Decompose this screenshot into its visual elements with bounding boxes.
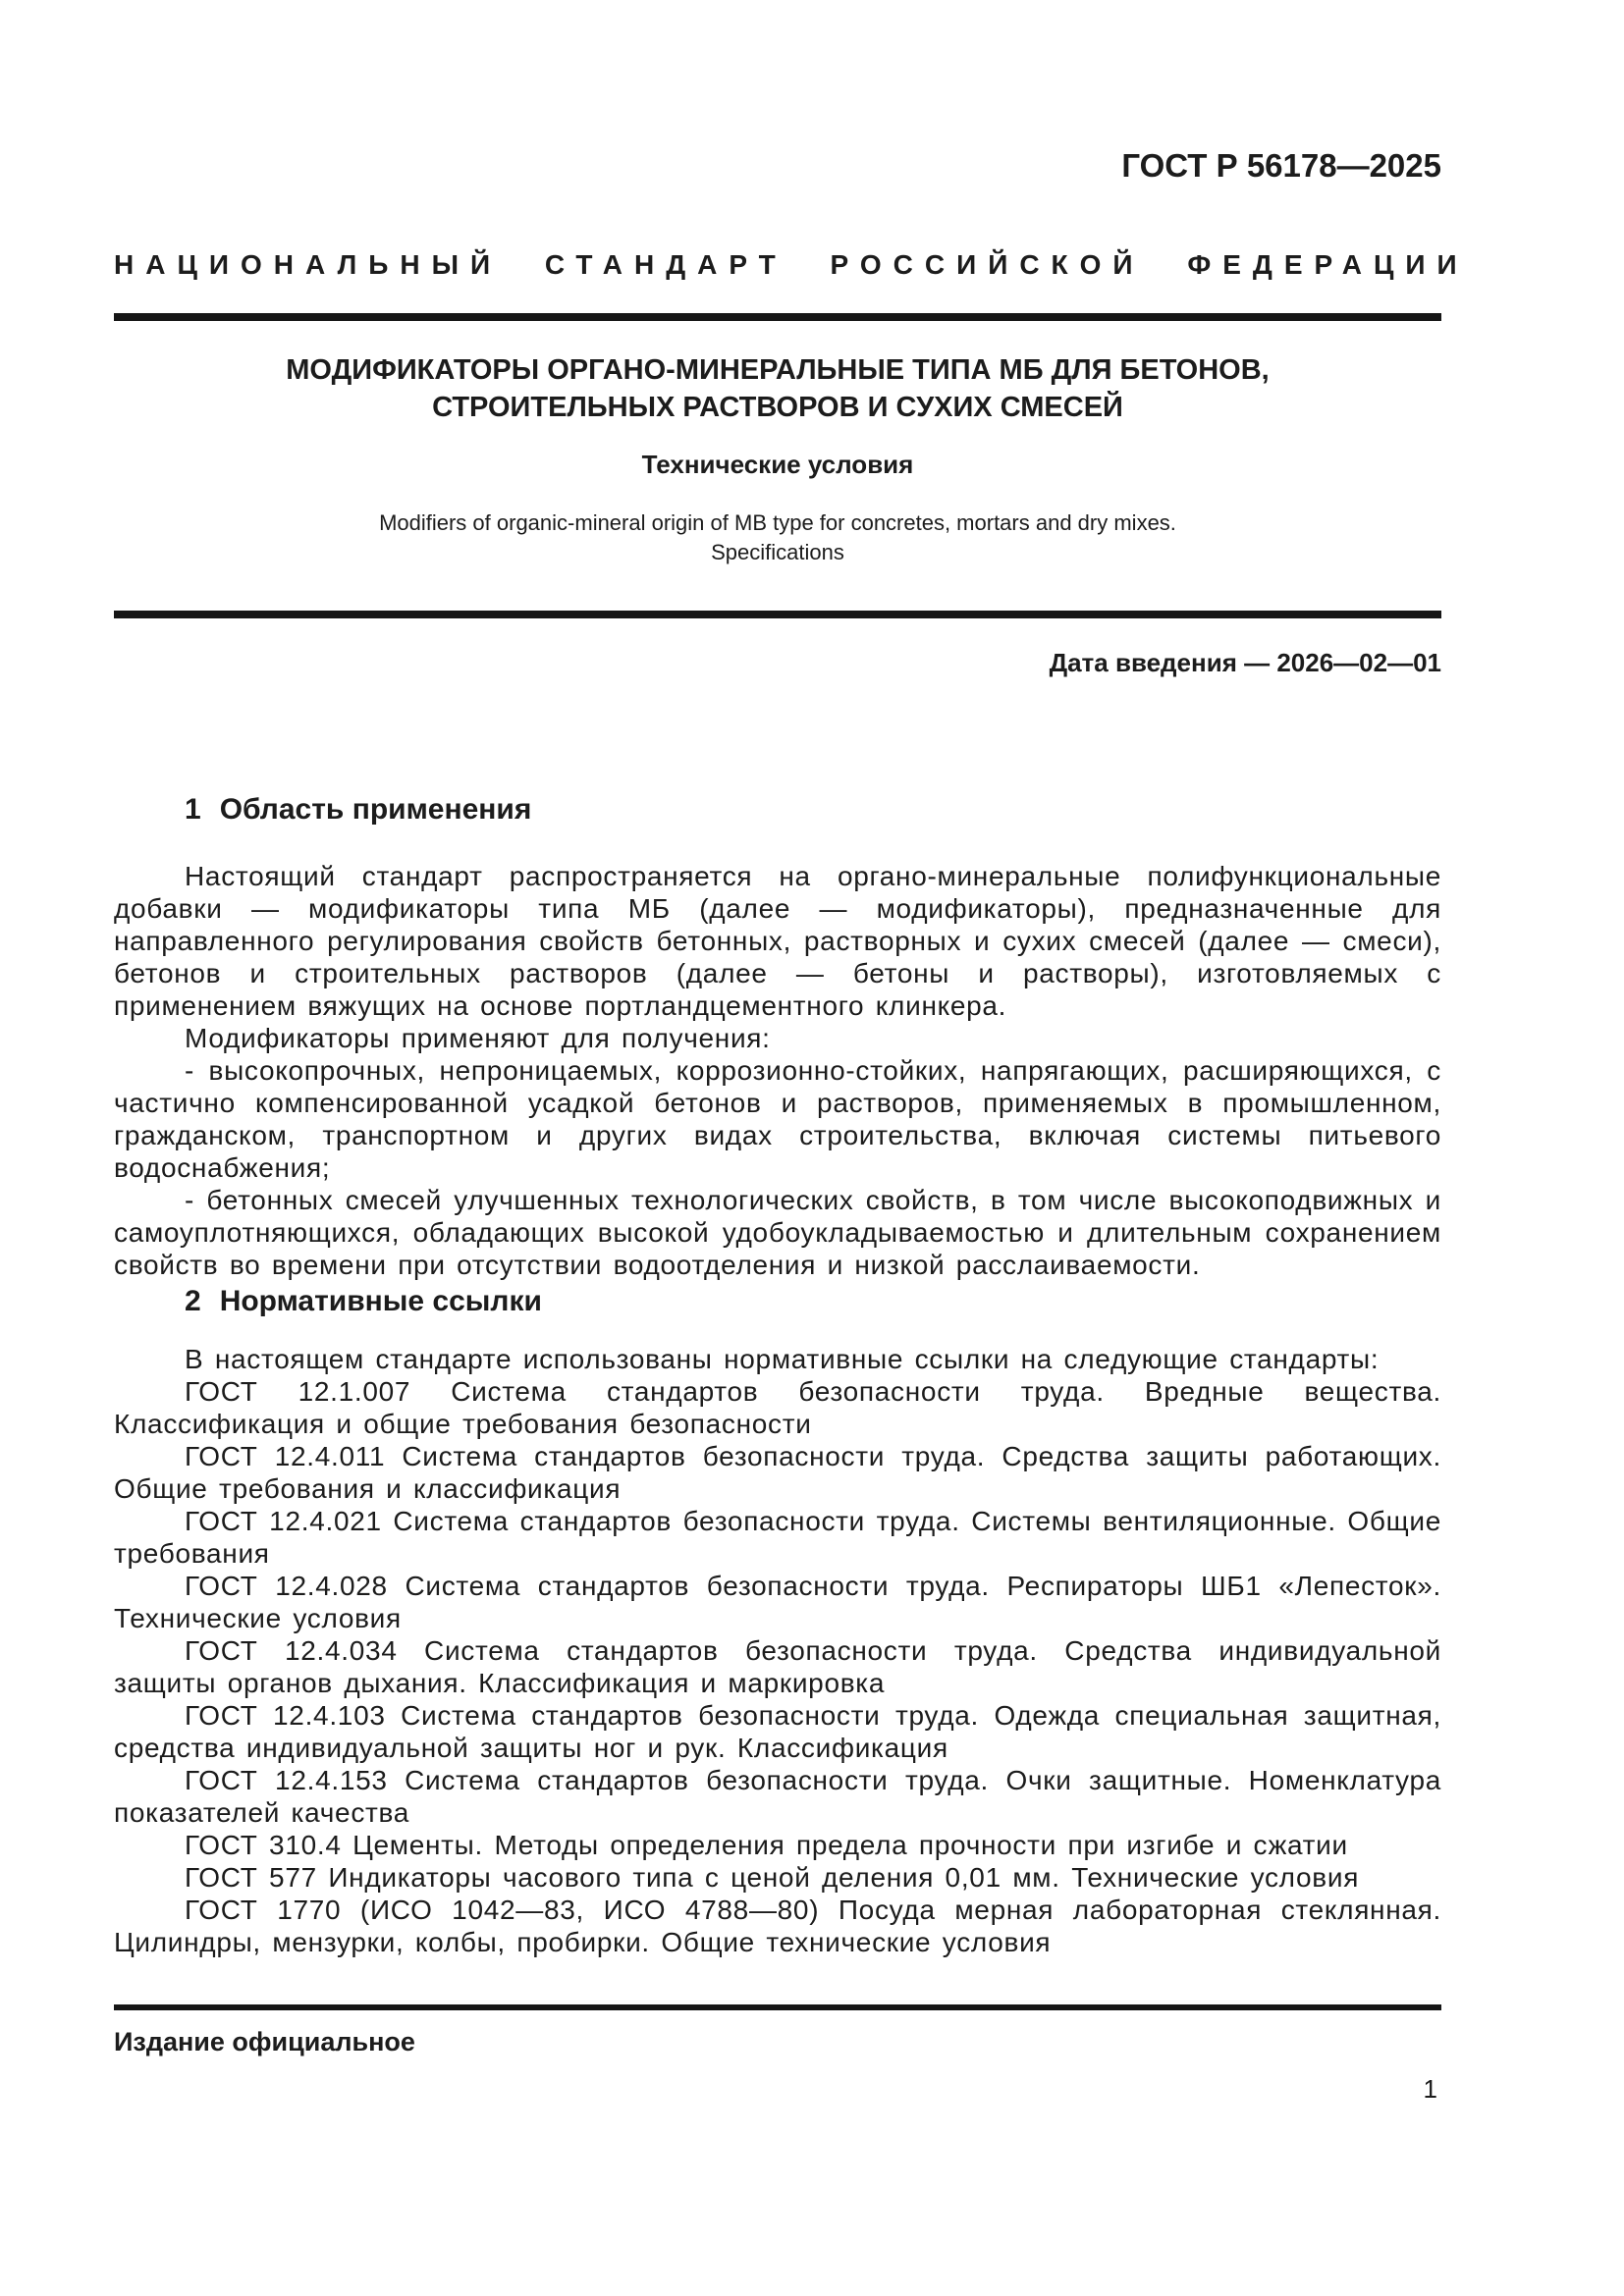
document-subtitle: Технические условия [641,450,914,479]
section-1-heading [114,795,1441,825]
normative-reference-paragraph: ГОСТ 310.4 Цементы. Методы определения предела прочности при изгибе и сжатии [185,1830,1348,1860]
body-paragraph: - бетонных смесей улучшенных технологических свойств, в том числе высокоподвижных и самоуплотняющихся, обладающих высокой удобоукладываемостью и длительным сохранением свойств во времени при отсутствии водоотделения и низкой расслаиваемости. [114,1185,1441,1280]
effective-date: Дата введения — 2026—02—01 [1049,648,1441,677]
document-title-en [114,508,1441,567]
page-number: 1 [1423,2074,1437,2104]
normative-reference-paragraph: ГОСТ 12.4.021 Система стандартов безопасности труда. Системы вентиляционные. Общие требования [114,1506,1441,1569]
section-1-body [114,860,1441,1281]
divider-rule-middle [114,611,1441,618]
document-title-ru-line2: СТРОИТЕЛЬНЫХ РАСТВОРОВ И СУХИХ СМЕСЕЙ [432,392,1123,423]
section-2-title: Нормативные ссылки [219,1285,542,1317]
body-paragraph: Настоящий стандарт распространяется на органо-минеральные полифункциональные добавки — модификаторы типа МБ (далее — модификаторы), предназначенные для направленного регулирования свойств бетонных, растворных и сухих смесей (далее — смеси), бетонов и строительных растворов (далее — бетоны и растворы), изготовляемых с применением вяжущих на основе портландцементного клинкера. [114,861,1441,1021]
normative-reference-paragraph: ГОСТ 577 Индикаторы часового типа с ценой деления 0,01 мм. Технические условия [185,1862,1360,1893]
divider-rule-footer [114,2004,1441,2010]
divider-rule-top [114,313,1441,321]
doc-code: ГОСТ Р 56178—2025 [1121,147,1441,184]
normative-reference-paragraph: ГОСТ 12.4.011 Система стандартов безопасности труда. Средства защиты работающих. Общие требования и классификация [114,1441,1441,1504]
section-2-heading [114,1287,1441,1316]
normative-reference-paragraph: В настоящем стандарте использованы нормативные ссылки на следующие стандарты: [185,1344,1380,1374]
standard-type-banner: НАЦИОНАЛЬНЫЙ СТАНДАРТ РОССИЙСКОЙ ФЕДЕРАЦИИ [114,249,1469,280]
document-title-ru-line1: МОДИФИКАТОРЫ ОРГАНО-МИНЕРАЛЬНЫЕ ТИПА МБ ДЛЯ БЕТОНОВ, [286,354,1270,386]
normative-reference-paragraph: ГОСТ 12.4.103 Система стандартов безопасности труда. Одежда специальная защитная, средства индивидуальной защиты ног и рук. Классификация [114,1700,1441,1763]
normative-reference-paragraph: ГОСТ 12.4.028 Система стандартов безопасности труда. Респираторы ШБ1 «Лепесток». Технические условия [114,1571,1441,1633]
section-2-body [114,1343,1441,1958]
document-title-ru [114,351,1441,426]
document-title-en-line1: Modifiers of organic-mineral origin of MB type for concretes, mortars and dry mixes. [379,510,1176,535]
normative-reference-paragraph: ГОСТ 12.4.153 Система стандартов безопасности труда. Очки защитные. Номенклатура показателей качества [114,1765,1441,1828]
body-paragraph: Модификаторы применяют для получения: [185,1023,771,1053]
normative-reference-paragraph: ГОСТ 12.4.034 Система стандартов безопасности труда. Средства индивидуальной защиты органов дыхания. Классификация и маркировка [114,1635,1441,1698]
section-1-title: Область применения [219,793,532,826]
document-title-en-line2: Specifications [711,540,844,564]
section-2-number: 2 [185,1285,201,1317]
normative-reference-paragraph: ГОСТ 1770 (ИСО 1042—83, ИСО 4788—80) Посуда мерная лабораторная стеклянная. Цилиндры, мензурки, колбы, пробирки. Общие технические условия [114,1895,1441,1957]
body-paragraph: - высокопрочных, непроницаемых, коррозионно-стойких, напрягающих, расширяющихся, с частично компенсированной усадкой бетонов и растворов, применяемых в промышленном, гражданском, транспортном и других видах строительства, включая системы питьевого водоснабжения; [114,1055,1441,1183]
section-1-number: 1 [185,793,201,826]
normative-reference-paragraph: ГОСТ 12.1.007 Система стандартов безопасности труда. Вредные вещества. Классификация и общие требования безопасности [114,1376,1441,1439]
edition-note: Издание официальное [114,2027,415,2056]
